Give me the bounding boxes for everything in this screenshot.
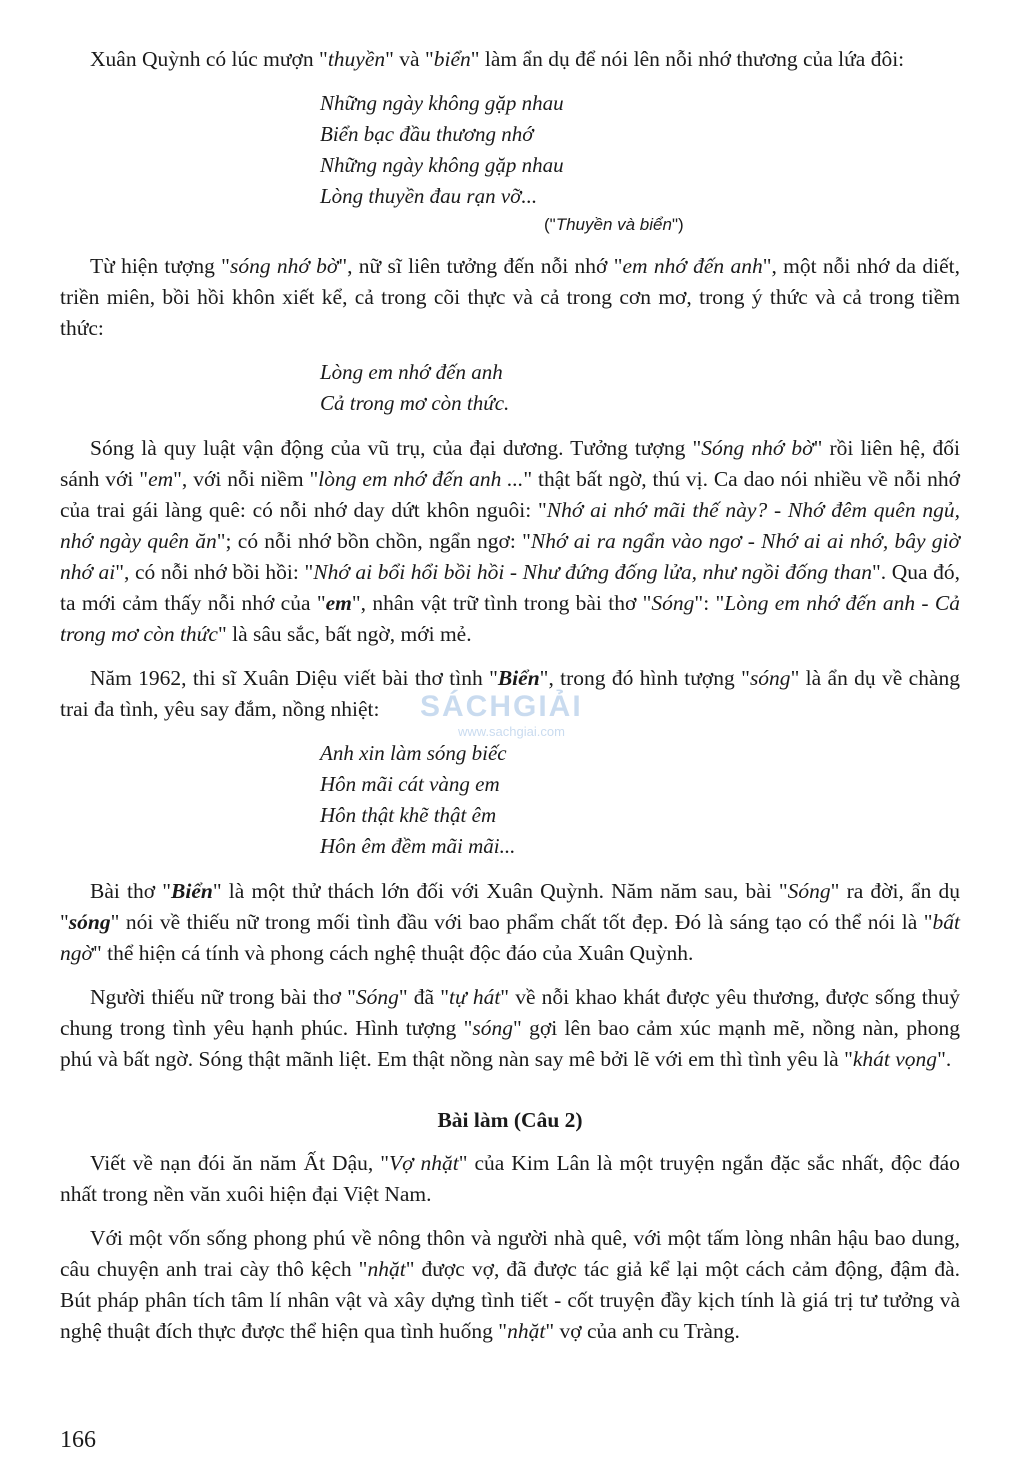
text: " của Kim Lân là một truyện ngắn đặc sắc nhất, độc đáo nhất trong nền văn xuôi hiện đại Việt Nam. <box>60 1151 960 1206</box>
italic-text: tự hát <box>449 985 501 1009</box>
paragraph-4 <box>60 663 960 725</box>
text: ") <box>671 215 684 234</box>
text: Năm 1962, thi sĩ Xuân Diệu viết bài thơ tình " <box>90 666 498 690</box>
bold-italic-text: em <box>325 591 352 615</box>
text: " về nỗi khao khát được yêu thương, được sống thuỷ chung trong tình yêu hạnh phúc. Hình tượng " <box>60 985 960 1040</box>
text: ", nữ sĩ liên tưởng đến nỗi nhớ " <box>338 254 623 278</box>
italic-text: Nhớ ai ra ngẩn vào ngơ - Nhớ ai ai nhớ, bây giờ nhớ ai <box>60 529 960 584</box>
text: " là ẩn dụ về chàng trai đa tình, yêu say đắm, nồng nhiệt: <box>60 666 961 721</box>
watermark-url: www.sachgiai.com <box>458 724 565 739</box>
poem-line: Lòng thuyền đau rạn vỡ... <box>320 184 538 208</box>
bold-italic-text: Biển <box>171 879 213 903</box>
text: " thật bất ngờ, thú vị. Ca dao nói nhiều về nỗi nhớ của trai gái làng quê: có nỗi nhớ day dứt khôn nguôi: " <box>60 467 961 522</box>
poem-line: Cả trong mơ còn thức. <box>320 391 510 415</box>
italic-text: khát vọng <box>852 1047 938 1071</box>
text: ". Qua đó, ta mới cảm thấy nỗi nhớ của " <box>60 560 961 615</box>
paragraph-7 <box>60 1148 960 1210</box>
italic-text: Sóng <box>787 879 831 903</box>
italic-text: biển <box>433 47 471 71</box>
source-title: Thuyền và biển <box>555 215 672 234</box>
text: " được vợ, đã được tác giả kể lại một cách cảm động, đậm đà. Bút pháp phân tích tâm lí nhân vật và xây dựng tình tiết - cốt truyện đầy kịch tính là giá trị tư tưởng và nghệ thuật đích thực được thể hiện qua tình huống " <box>60 1257 960 1343</box>
italic-text: Nhớ ai bổi hổi bồi hồi - Như đứng đống lửa, như ngồi đống than <box>313 560 872 584</box>
italic-text: em nhớ đến anh <box>622 254 763 278</box>
poem-line: Hôn thật khẽ thật êm <box>320 803 497 827</box>
italic-text: nhặt <box>507 1319 546 1343</box>
italic-text: thuyền <box>327 47 386 71</box>
italic-text: sóng <box>749 666 791 690</box>
text: ", trong đó hình tượng " <box>539 666 750 690</box>
poem-line: Hôn êm đềm mãi mãi... <box>320 834 516 858</box>
text: " rồi liên hệ, đối sánh với " <box>60 436 961 491</box>
italic-text: Sóng <box>651 591 695 615</box>
italic-text: Vợ nhặt <box>388 1151 459 1175</box>
italic-text: Sóng <box>355 985 399 1009</box>
text: Người thiếu nữ trong bài thơ " <box>90 985 356 1009</box>
text: " đã " <box>398 985 449 1009</box>
text: Từ hiện tượng " <box>90 254 230 278</box>
page-number: 166 <box>60 1427 96 1453</box>
poem-line: Hôn mãi cát vàng em <box>320 772 500 796</box>
paragraph-1 <box>60 44 960 75</box>
bold-italic-text: Biển <box>497 666 540 690</box>
paragraph-6 <box>60 982 960 1075</box>
text: " thể hiện cá tính và phong cách nghệ thuật độc đáo của Xuân Quỳnh. <box>92 941 694 965</box>
paragraph-3 <box>60 433 960 650</box>
text: " là một thử thách lớn đối với Xuân Quỳnh. Năm năm sau, bài " <box>212 879 788 903</box>
text: ", với nỗi niềm " <box>173 467 319 491</box>
poem-line: Lòng em nhớ đến anh <box>320 360 503 384</box>
text: Bài thơ " <box>90 879 172 903</box>
text: " và " <box>385 47 434 71</box>
italic-text: nhặt <box>367 1257 406 1281</box>
text: ": " <box>694 591 725 615</box>
italic-text: Lòng em nhớ đến anh - Cả trong mơ còn thức <box>60 591 960 646</box>
text: Xuân Quỳnh có lúc mượn " <box>90 47 328 71</box>
text: " là sâu sắc, bất ngờ, mới mẻ. <box>217 622 472 646</box>
italic-text: Sóng nhớ bờ <box>701 436 814 460</box>
text: "; có nỗi nhớ bồn chồn, ngẩn ngơ: " <box>216 529 531 553</box>
text: ", có nỗi nhớ bồi hồi: " <box>115 560 314 584</box>
poem-song-excerpt <box>320 357 960 419</box>
paragraph-8 <box>60 1223 960 1347</box>
paragraph-5 <box>60 876 960 969</box>
italic-text: sóng <box>472 1016 513 1040</box>
text: (" <box>544 215 556 234</box>
poem-thuyen-va-bien <box>320 88 960 237</box>
bold-italic-text: sóng <box>68 910 111 934</box>
page-body <box>60 44 960 1360</box>
text: ", một nỗi nhớ da diết, triền miên, bồi hồi khôn xiết kể, cả trong cõi thực và cả trong cơn mơ, trong ý thức và cả trong tiềm thức: <box>60 254 961 340</box>
italic-text: sóng nhớ bờ <box>229 254 339 278</box>
text: " gợi lên bao cảm xúc mạnh mẽ, nồng nàn, phong phú và bất ngờ. Sóng thật mãnh liệt. Em thật nồng nàn say mê bởi lẽ với em thì tình yêu là " <box>60 1016 960 1071</box>
text: Sóng là quy luật vận động của vũ trụ, của đại dương. Tưởng tượng " <box>90 436 702 460</box>
text: " nói về thiếu nữ trong mối tình đầu với bao phẩm chất tốt đẹp. Đó là sáng tạo có thể nói là " <box>110 910 933 934</box>
poem-line: Những ngày không gặp nhau <box>320 91 564 115</box>
italic-text: Nhớ ai nhớ mãi thế này? - Nhớ đêm quên ngủ, nhớ ngày quên ăn <box>60 498 960 553</box>
poem-line: Biển bạc đầu thương nhớ <box>320 122 534 146</box>
text: ". <box>937 1047 952 1071</box>
watermark-logo: SÁCHGIẢI <box>420 690 583 723</box>
text: ", nhân vật trữ tình trong bài thơ " <box>351 591 652 615</box>
poem-line: Những ngày không gặp nhau <box>320 153 564 177</box>
text: " vợ của anh cu Tràng. <box>545 1319 740 1343</box>
paragraph-2 <box>60 251 960 344</box>
text: " làm ẩn dụ để nói lên nỗi nhớ thương của lứa đôi: <box>470 47 905 71</box>
text: " ra đời, ẩn dụ " <box>60 879 960 934</box>
italic-text: lòng em nhớ đến anh ... <box>318 467 524 491</box>
poem-bien-xuan-dieu <box>320 738 960 862</box>
italic-text: em <box>148 467 174 491</box>
text: Viết về nạn đói ăn năm Ất Dậu, " <box>90 1151 389 1175</box>
section-heading: Bài làm (Câu 2) <box>437 1108 583 1132</box>
poem-source <box>544 213 960 237</box>
text: Với một vốn sống phong phú về nông thôn và người nhà quê, với một tấm lòng nhân hậu bao dung, câu chuyện anh trai cày thô kệch " <box>60 1226 960 1281</box>
italic-text: bất ngờ <box>60 910 960 965</box>
poem-line: Anh xin làm sóng biếc <box>320 741 507 765</box>
